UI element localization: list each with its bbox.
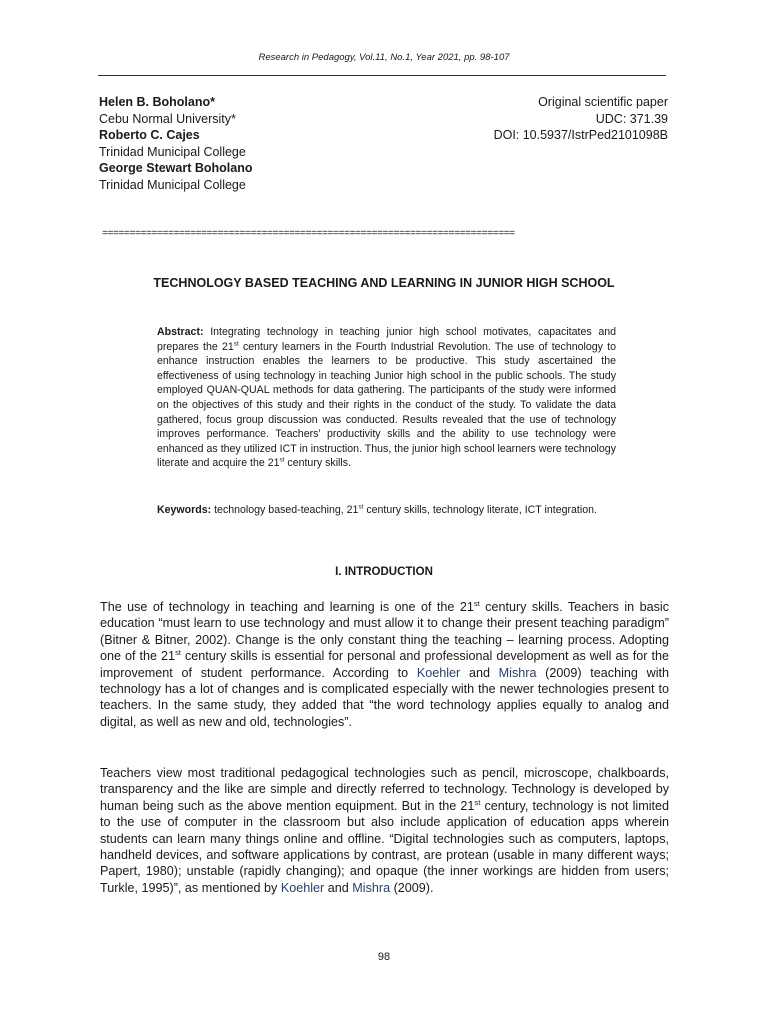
- section-heading: I. INTRODUCTION: [335, 566, 433, 578]
- keywords-label: Keywords:: [157, 504, 212, 516]
- body-paragraph: [100, 765, 669, 896]
- header-rule: [98, 75, 666, 76]
- running-head: Research in Pedagogy, Vol.11, No.1, Year 2021, pp. 98-107: [258, 52, 510, 63]
- author-affiliation: Trinidad Municipal College: [99, 177, 246, 192]
- paper-type: Original scientific paper: [538, 95, 668, 109]
- keywords: [157, 503, 616, 518]
- abstract-text: century learners in the Fourth Industrial Revolution. The use of technology to enhance instruction enables the learners to be productive. This study ascertained the effectiveness of using technology in teaching Junior high school in the public schools. The study employed QUAN-QUAL methods for data gathering. The participants of the study were informed on the objectives of this study and their rights in the conduct of the study. To validate the data gathered, focus group discussion was conducted. Results revealed that the use of technology improves performance. Teachers’ productivity skills and the ability to use technology were enhanced as they utilized ICT in instruction. Thus, the junior high school learners were technology literate and acquire the 21: [157, 340, 616, 470]
- udc-code: UDC: 371.39: [595, 111, 668, 126]
- paper-title: TECHNOLOGY BASED TEACHING AND LEARNING IN JUNIOR HIGH SCHOOL: [153, 276, 615, 290]
- abstract-text: century skills.: [284, 457, 351, 470]
- superscript: st: [175, 648, 181, 658]
- author-affiliation: Cebu Normal University*: [99, 111, 236, 126]
- abstract: [157, 325, 616, 471]
- body-text: and: [324, 880, 353, 895]
- author-name: Roberto C. Cajes: [99, 128, 200, 143]
- author-affiliation: Trinidad Municipal College: [99, 144, 246, 159]
- superscript: st: [358, 503, 364, 511]
- body-text: century skills is essential for personal and professional development as well as for the improvement of student performance. According to: [100, 649, 669, 680]
- superscript: st: [233, 340, 239, 348]
- separator-line: ===========================================================================: [102, 229, 515, 240]
- keywords-text: century skills, technology literate, ICT integration.: [363, 504, 597, 516]
- author-name: George Stewart Boholano: [99, 161, 253, 176]
- body-text: (2009) teaching with technology has a lot of changes and is complicated especially with the newer technologies present to teachers. In the same study, they added that “the word technology applies equally to analog and digital, as well as new and old, technologies”.: [100, 665, 669, 729]
- citation-link[interactable]: Koehler: [280, 880, 325, 895]
- superscript: st: [279, 456, 285, 464]
- body-text: (2009).: [390, 880, 434, 895]
- author-name: Helen B. Boholano*: [99, 95, 215, 109]
- citation-link[interactable]: Mishra: [352, 880, 391, 895]
- keywords-text: technology based-teaching, 21: [211, 504, 359, 516]
- body-paragraph: [100, 599, 669, 730]
- author-block: [99, 94, 253, 194]
- superscript: st: [474, 797, 481, 807]
- body-text: Teachers view most traditional pedagogical technologies such as pencil, microscope, chalkboards, transparency and the like are simple and directly referred to technology. Technology is developed by human being such as the above mention equipment. But in the 21: [100, 766, 669, 813]
- page-number: 98: [377, 951, 391, 963]
- paper-meta: [494, 94, 668, 144]
- body-text: century skills. Teachers in basic education “must learn to use technology and must allow it to change their present teaching paradigm” (Bitner & Bitner, 2002). Change is the only constant thing the teaching – learning process. Adopting one of the 21: [100, 600, 669, 664]
- abstract-text: Integrating technology in teaching junior high school motivates, capacitates and prepares the 21: [157, 326, 616, 353]
- doi: DOI: 10.5937/IstrPed2101098B: [493, 128, 668, 143]
- citation-link[interactable]: Koehler: [416, 665, 461, 680]
- abstract-label: Abstract:: [157, 326, 204, 338]
- body-text: and: [460, 665, 499, 680]
- citation-link[interactable]: Mishra: [498, 665, 537, 680]
- superscript: st: [473, 598, 480, 608]
- body-text: The use of technology in teaching and learning is one of the 21: [100, 600, 474, 614]
- body-text: century, technology is not limited to the use of computer in the classroom but also include application of education apps wherein students can learn many things online and offline. “Digital technologies such as computers, laptops, handheld devices, and software applications by contrast, are protean (usable in many different ways; Papert, 1980); unstable (rapidly changing); and opaque (the inner workings are hidden from users; Turkle, 1995)”, as mentioned by: [100, 798, 669, 895]
